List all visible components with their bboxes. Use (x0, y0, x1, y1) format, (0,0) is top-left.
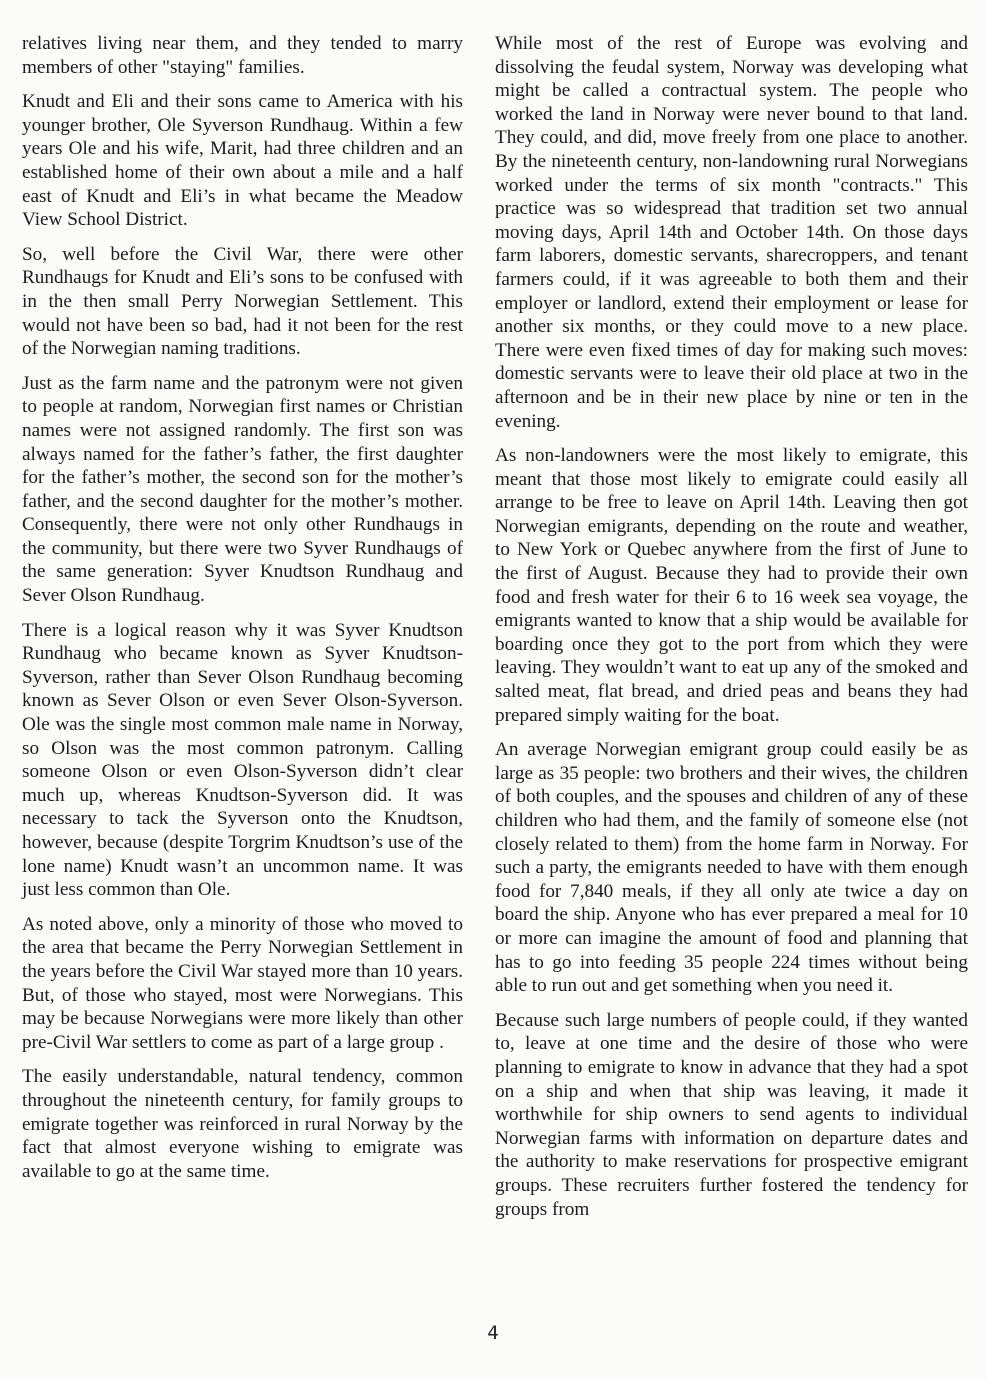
paragraph: While most of the rest of Europe was evolving and dissolving the feudal system, Norway was developing what might be called a contractual system. The people who worked the land in Norway were never bound to that land. They could, and did, move freely from one place to another. By the nineteenth century, non-landowning rural Norwegians worked under the terms of six month "contracts." This practice was so widespread that tradition set two annual moving days, April 14th and October 14th. On those days farm laborers, domestic servants, sharecroppers, and tenant farmers could, if it was agreeable to both them and their employer or landlord, extend their employment or lease for another six months, or they could move to a new place. There were even fixed times of day for making such moves: domestic servants were to leave their old place at two in the afternoon and be in their new place by nine or ten in the evening. (495, 33, 968, 432)
paragraph: There is a logical reason why it was Syver Knudtson Rundhaug who became known as Syver Knudtson-Syverson, rather than Sever Olson Rundhaug becoming known as Sever Olson or even Sever Olson-Syverson. Ole was the single most common male name in Norway, so Olson was the most common patronym. Calling someone Olson or even Olson-Syverson didn’t clear much up, whereas Knudtson-Syverson did. It was necessary to tack the Syverson onto the Knudtson, however, because (despite Torgrim Knudtson’s use of the lone name) Knudt wasn’t an uncommon name. It was just less common than Ole. (22, 619, 463, 901)
paragraph: So, well before the Civil War, there were other Rundhaugs for Knudt and Eli’s sons to be confused with in the then small Perry Norwegian Settlement. This would not have been so bad, had it not been for the rest of the Norwegian naming traditions. (22, 243, 463, 360)
paragraph: As non-landowners were the most likely to emigrate, this meant that those most likely to emigrate could easily all arrange to be free to leave on April 14th. Leaving then got Norwegian emigrants, depending on the route and weather, to New York or Quebec anywhere from the first of June to the first of August. Because they had to provide their own food and fresh water for their 6 to 16 week sea voyage, the emigrants wanted to know that a ship would be available for boarding once they got to the port from which they were leaving. They wouldn’t want to eat up any of the smoked and salted meat, flat bread, and dried peas and beans they had prepared simply waiting for the boat. (495, 445, 968, 726)
paragraph: Knudt and Eli and their sons came to America with his younger brother, Ole Syverson Rundhaug. Within a few years Ole and his wife, Marit, had three children and an established home of their own about a mile and a half east of Knudt and Eli’s in what became the Meadow View School District. (22, 91, 463, 231)
paragraph: As noted above, only a minority of those who moved to the area that became the Perry Norwegian Settlement in the years before the Civil War stayed more than 10 years. But, of those who stayed, most were Norwegians. This may be because Norwegians were more likely than other pre-Civil War settlers to come as part of a large group . (22, 913, 463, 1053)
paragraph: An average Norwegian emigrant group could easily be as large as 35 people: two brothers and their wives, the children of both couples, and the spouses and children of any of these children who had them, and the family of someone else (not closely related to them) from the home farm in Norway. For such a party, the emigrants needed to have with them enough food for 7,840 meals, if they all only ate twice a day on board the ship. Anyone who has ever prepared a meal for 10 or more can imagine the amount of food and planning that has to go into feeding 35 people 224 times without being able to run out and get something when you need it. (495, 739, 968, 997)
paragraph: Just as the farm name and the patronym were not given to people at random, Norwegian first names or Christian names were not assigned randomly. The first son was always named for the father’s father, the first daughter for the father’s mother, the second son for the mother’s father, and the second daughter for the mother’s mother. Consequently, there were not only other Rundhaugs in the community, but there were two Syver Rundhaugs of the same generation: Syver Knudtson Rundhaug and Sever Olson Rundhaug. (22, 372, 463, 607)
left-column (22, 32, 463, 1194)
page-number: 4 (487, 1322, 499, 1344)
right-column (495, 32, 968, 1232)
paragraph: Because such large numbers of people could, if they wanted to, leave at one time and the desire of those who were planning to emigrate to know in advance that they had a spot on a ship and when that ship was leaving, it made it worthwhile for ship owners to send agents to individual Norwegian farms with information on departure dates and the authority to make reservations for prospective emigrant groups. These recruiters further fostered the tendency for groups from (495, 1009, 968, 1220)
paragraph: The easily understandable, natural tendency, common throughout the nineteenth century, for family groups to emigrate together was reinforced in rural Norway by the fact that almost everyone wishing to emigrate was available to go at the same time. (22, 1066, 463, 1182)
paragraph: relatives living near them, and they tended to marry members of other "staying" families. (22, 33, 463, 78)
